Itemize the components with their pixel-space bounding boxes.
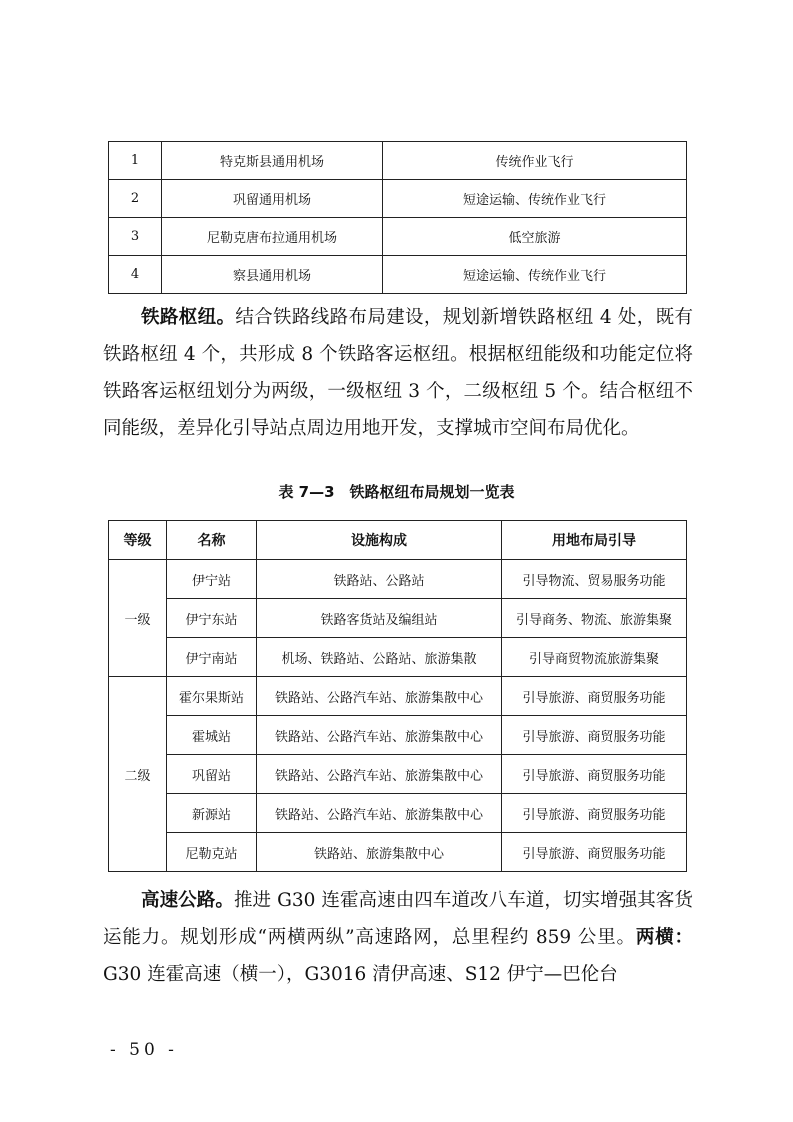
table-row [109, 142, 687, 180]
station-guide: 引导旅游、商贸服务功能 [502, 755, 687, 794]
table-row [109, 833, 687, 872]
airport-table [108, 141, 687, 294]
paragraph-text-continued: G30 连霍高速（横一），G3016 清伊高速、S12 伊宁—巴伦台 [103, 964, 618, 985]
station-name: 伊宁南站 [167, 638, 257, 677]
table-row [109, 599, 687, 638]
header-name: 名称 [167, 521, 257, 560]
table-row [109, 560, 687, 599]
airport-name: 察县通用机场 [162, 256, 383, 294]
station-name: 巩留站 [167, 755, 257, 794]
station-guide: 引导旅游、商贸服务功能 [502, 833, 687, 872]
page-number: - 50 - [110, 1040, 178, 1060]
table-row [109, 218, 687, 256]
table-row [109, 677, 687, 716]
station-facility: 铁路站、旅游集散中心 [257, 833, 502, 872]
station-facility: 铁路站、公路汽车站、旅游集散中心 [257, 794, 502, 833]
station-name: 霍城站 [167, 716, 257, 755]
paragraph-lead: 铁路枢纽。 [141, 307, 236, 328]
station-facility: 铁路站、公路站 [257, 560, 502, 599]
station-name: 尼勒克站 [167, 833, 257, 872]
row-number: 2 [109, 180, 162, 218]
airport-function: 短途运输、传统作业飞行 [383, 256, 687, 294]
station-name: 伊宁东站 [167, 599, 257, 638]
station-guide: 引导商贸物流旅游集聚 [502, 638, 687, 677]
paragraph-sublead: 两横： [635, 927, 693, 948]
airport-function: 低空旅游 [383, 218, 687, 256]
station-name: 霍尔果斯站 [167, 677, 257, 716]
row-number: 4 [109, 256, 162, 294]
paragraph-lead: 高速公路。 [141, 890, 234, 911]
level-cell: 一级 [109, 560, 167, 677]
station-facility: 铁路客货站及编组站 [257, 599, 502, 638]
airport-function: 传统作业飞行 [383, 142, 687, 180]
table-row [109, 794, 687, 833]
airport-function: 短途运输、传统作业飞行 [383, 180, 687, 218]
station-facility: 铁路站、公路汽车站、旅游集散中心 [257, 755, 502, 794]
header-guide: 用地布局引导 [502, 521, 687, 560]
level-cell: 二级 [109, 677, 167, 872]
row-number: 1 [109, 142, 162, 180]
header-level: 等级 [109, 521, 167, 560]
station-name: 伊宁站 [167, 560, 257, 599]
table-row [109, 180, 687, 218]
railway-hub-table [108, 520, 687, 872]
table-row [109, 755, 687, 794]
table-header-row [109, 521, 687, 560]
row-number: 3 [109, 218, 162, 256]
station-facility: 铁路站、公路汽车站、旅游集散中心 [257, 677, 502, 716]
table-row [109, 716, 687, 755]
table-row [109, 256, 687, 294]
station-guide: 引导旅游、商贸服务功能 [502, 716, 687, 755]
paragraph-text: 结合铁路线路布局建设，规划新增铁路枢纽 4 处，既有铁路枢纽 4 个，共形成 8 个铁路客运枢纽。根据枢纽能级和功能定位将铁路客运枢纽划分为两级，一级枢纽 3 个，二级枢纽 5 个。结合枢纽不同能级，差异化引导站点周边用地开发，支撑城市空间布局优化。 [103, 307, 693, 439]
station-facility: 铁路站、公路汽车站、旅游集散中心 [257, 716, 502, 755]
airport-name: 特克斯县通用机场 [162, 142, 383, 180]
airport-name: 巩留通用机场 [162, 180, 383, 218]
station-guide: 引导物流、贸易服务功能 [502, 560, 687, 599]
station-name: 新源站 [167, 794, 257, 833]
airport-name: 尼勒克唐布拉通用机场 [162, 218, 383, 256]
expressway-paragraph [103, 882, 693, 993]
station-guide: 引导旅游、商贸服务功能 [502, 794, 687, 833]
table-row [109, 638, 687, 677]
header-facility: 设施构成 [257, 521, 502, 560]
paragraph-text: 推进 G30 连霍高速由四车道改八车道，切实增强其客货运能力。规划形成“两横两纵”高速路网，总里程约 859 公里。 [103, 890, 693, 948]
table-caption: 表 7—3 铁路枢纽布局规划一览表 [278, 483, 515, 501]
station-facility: 机场、铁路站、公路站、旅游集散 [257, 638, 502, 677]
station-guide: 引导商务、物流、旅游集聚 [502, 599, 687, 638]
railway-hub-paragraph [103, 299, 693, 447]
station-guide: 引导旅游、商贸服务功能 [502, 677, 687, 716]
